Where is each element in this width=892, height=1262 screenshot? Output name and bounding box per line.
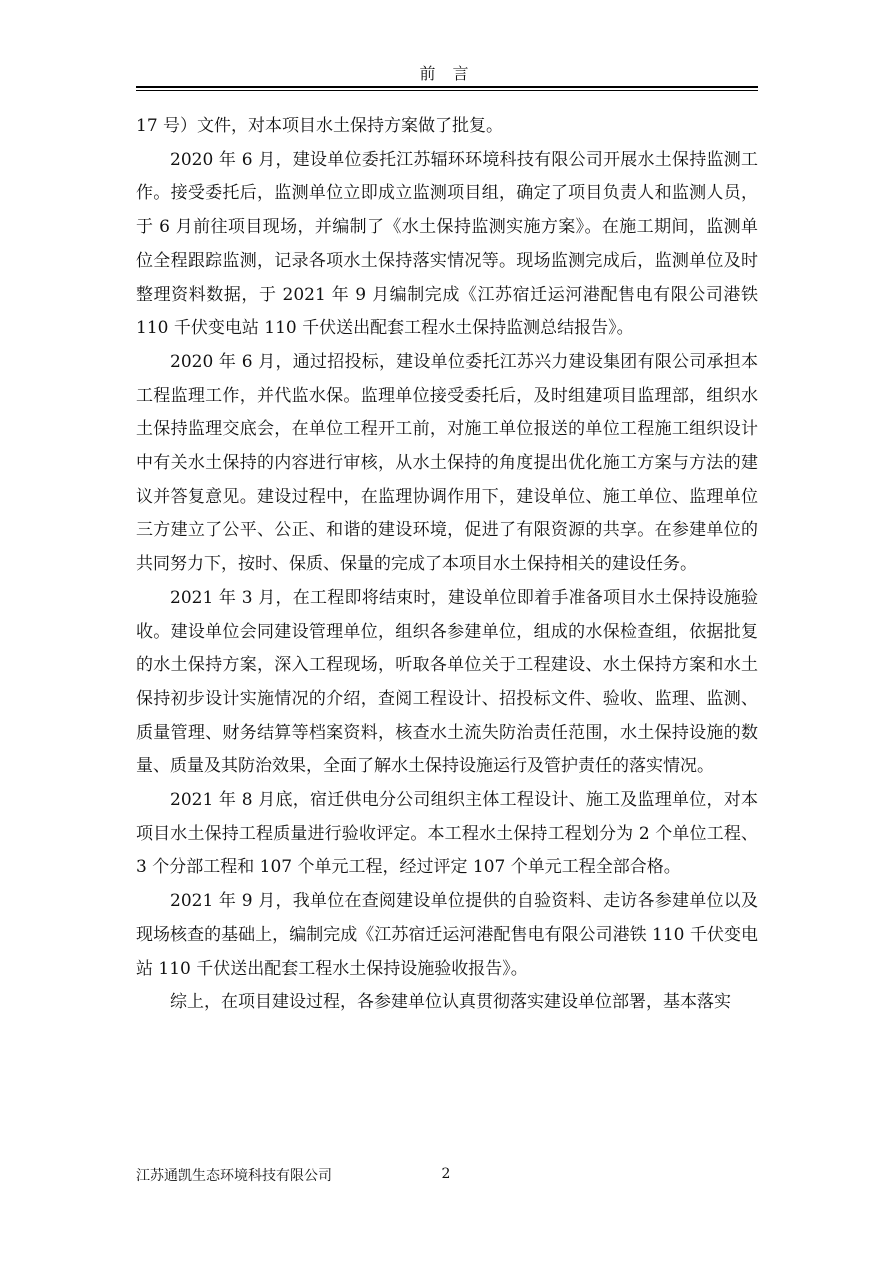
page-header-title: 前 言 xyxy=(419,64,475,83)
header-rule-thick xyxy=(136,86,758,88)
paragraph-monitoring: 2020 年 6 月，建设单位委托江苏辐环环境科技有限公司开展水土保持监测工作。接受委托后，监测单位立即成立监测项目组，确定了项目负责人和监测人员，于 6 月前往项目现场，并编制了《水土保持监测实施方案》。在施工期间，监测单位全程跟踪监测，记录各项水土保持落实情况等。现场监测完成后，监测单位及时整理资料数据，于 2021 年 9 月编制完成《江苏宿迁运河港配售电有限公司港铁 110 千伏变电站 110 千伏送出配套工程水土保持监测总结报告》。 xyxy=(136,149,758,339)
paragraph-report-compilation: 2021 年 9 月，我单位在查阅建设单位提供的自验资料、走访各参建单位以及现场核查的基础上，编制完成《江苏宿迁运河港配售电有限公司港铁 110 千伏变电站 110 千伏送出配套工程水土保持设施验收报告》。 xyxy=(136,891,758,979)
body-text xyxy=(136,110,758,1020)
paragraph-quality-evaluation: 2021 年 8 月底，宿迁供电分公司组织主体工程设计、施工及监理单位，对本项目水土保持工程质量进行验收评定。本工程水土保持工程划分为 2 个单位工程、3 个分部工程和 107 个单元工程，经过评定 107 个单元工程全部合格。 xyxy=(136,790,758,878)
paragraph-acceptance-prep: 2021 年 3 月，在工程即将结束时，建设单位即着手准备项目水土保持设施验收。建设单位会同建设管理单位，组织各参建单位，组成的水保检查组，依据批复的水土保持方案，深入工程现场，听取各单位关于工程建设、水土保持方案和水土保持初步设计实施情况的介绍，查阅工程设计、招投标文件、验收、监理、监测、质量管理、财务结算等档案资料，核查水土流失防治责任范围，水土保持设施的数量、质量及其防治效果，全面了解水土保持设施运行及管护责任的落实情况。 xyxy=(136,587,758,777)
paragraph-continued: 17 号）文件，对本项目水土保持方案做了批复。 xyxy=(136,116,504,136)
footer-company: 江苏通凯生态环境科技有限公司 xyxy=(136,1168,332,1184)
header-rule-thin xyxy=(136,90,758,91)
paragraph-summary: 综上，在项目建设过程，各参建单位认真贯彻落实建设单位部署，基本落实 xyxy=(170,992,731,1013)
footer-page-number: 2 xyxy=(441,1166,451,1182)
paragraph-supervision: 2020 年 6 月，通过招投标，建设单位委托江苏兴力建设集团有限公司承担本工程监理工作，并代监水保。监理单位接受委托后，及时组建项目监理部，组织水土保持监理交底会，在单位工程开工前，对施工单位报送的单位工程施工组织设计中有关水土保持的内容进行审核，从水土保持的角度提出优化施工方案与方法的建议并答复意见。建设过程中，在监理协调作用下，建设单位、施工单位、监理单位三方建立了公平、公正、和谐的建设环境，促进了有限资源的共享。在参建单位的共同努力下，按时、保质、保量的完成了本项目水土保持相关的建设任务。 xyxy=(136,351,758,575)
